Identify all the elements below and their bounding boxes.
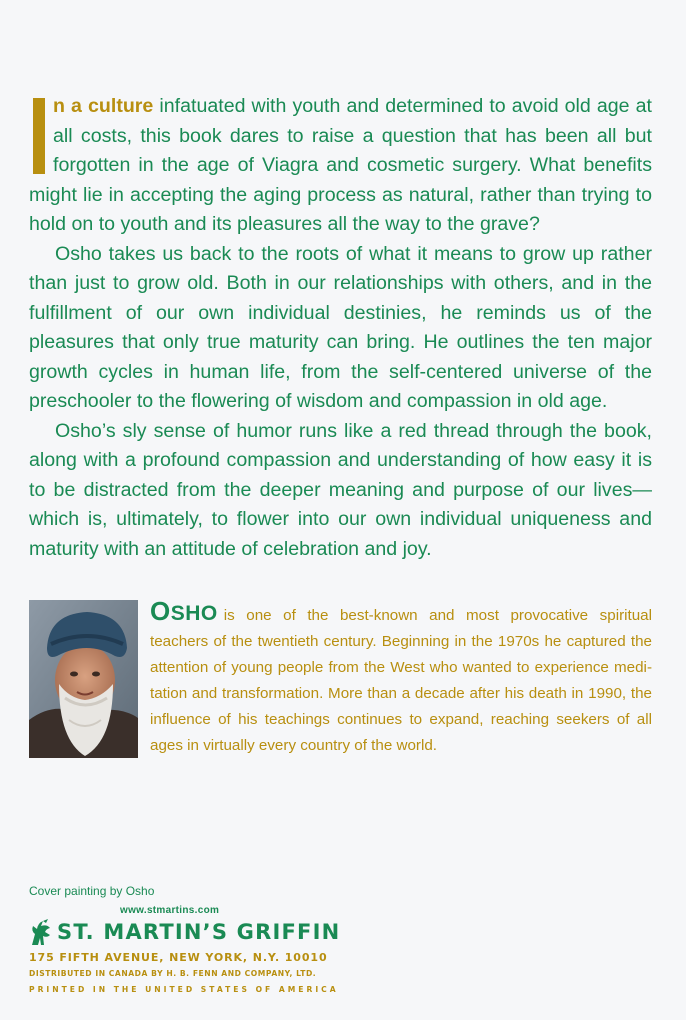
griffin-logo-icon: [29, 918, 53, 946]
author-portrait-image: [29, 600, 138, 758]
author-photo: [29, 600, 138, 758]
blurb-paragraph-1: [29, 92, 652, 240]
author-name-rest: SHO: [170, 602, 218, 625]
author-name-initial: O: [150, 596, 171, 626]
author-name: [150, 596, 218, 626]
publisher-name: ST. MARTIN’S GRIFFIN: [57, 920, 341, 944]
blurb-paragraph-3: Osho’s sly sense of humor runs like a red thread through the book, along with a profound compassion and understanding of how easy it is to be distracted from the deeper meaning and purpose of our lives—which is, ultimately, to flower into our own individual uniqueness and maturity with an attitude of celebration and joy.: [29, 419, 652, 560]
author-bio-paragraph: [150, 598, 652, 759]
author-bio: [150, 598, 652, 759]
publisher-website[interactable]: www.stmartins.com: [120, 905, 220, 916]
publisher-address: 175 FIFTH AVENUE, NEW YORK, N.Y. 10010: [29, 951, 328, 964]
publisher-imprint: [29, 917, 340, 947]
blurb-paragraph-1-text: infatuated with youth and determined to avoid old age at all costs, this book dares to raise a question that has been all but forgotten in the age of Viagra and cosmetic surgery. What benefits might lie in accepting the aging process as natural, rather than trying to hold on to youth and its pleasures all the way to the grave?: [29, 95, 652, 235]
back-cover-blurb: [29, 92, 652, 564]
author-bio-text: is one of the best-known and most provocative spiritual teachers of the twentieth century. Beginning in the 1970s he captured the attention of young people from the West who wanted to experience meditation and transformation. More than a decade after his death in 1990, the influence of his teachings continues to expand, reaching seekers of all ages in virtually every country of the world.: [150, 607, 652, 754]
dropcap-icon: [33, 98, 45, 174]
blurb-lead-words: n a culture: [53, 95, 154, 117]
blurb-paragraph-2: Osho takes us back to the roots of what it means to grow up rather than just to grow old. Both in our relationships with others, and in the fulfillment of our own individual destinies, he reminds us of the pleasures that only true maturity can bring. He outlines the ten major growth cycles in human life, from the self-centered universe of the preschooler to the flowering of wisdom and compassion in old age.: [29, 242, 652, 412]
printed-in-usa: PRINTED IN THE UNITED STATES OF AMERICA: [29, 985, 339, 994]
canada-distribution: DISTRIBUTED IN CANADA BY H. B. FENN AND COMPANY, LTD.: [29, 969, 317, 978]
cover-credit: Cover painting by Osho: [29, 884, 155, 898]
